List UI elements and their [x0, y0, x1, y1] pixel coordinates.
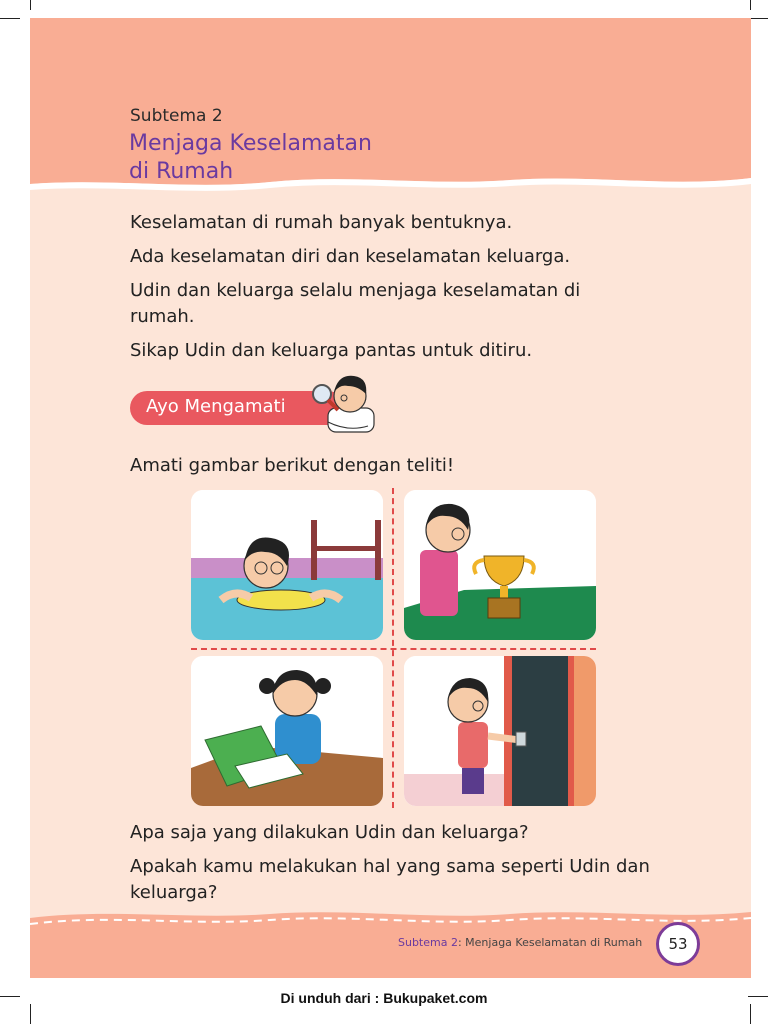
question-1: Apa saja yang dilakukan Udin dan keluarga?	[130, 822, 529, 843]
footer-caption	[398, 936, 642, 949]
question-2: Apakah kamu melakukan hal yang sama seperti Udin dan keluarga?	[130, 856, 650, 903]
crop-mark	[30, 0, 31, 10]
crop-mark	[750, 1004, 751, 1024]
picture-reading	[191, 656, 383, 806]
section-badge-label: Ayo Mengamati	[146, 396, 286, 417]
crop-mark	[30, 1004, 31, 1024]
title-line-2: di Rumah	[129, 159, 234, 184]
subtema-label: Subtema 2	[130, 106, 223, 126]
picture-door	[404, 656, 596, 806]
page-title	[129, 130, 372, 186]
crop-mark	[748, 18, 768, 19]
paragraph: Keselamatan di rumah banyak bentuknya.	[130, 212, 513, 233]
instruction-text: Amati gambar berikut dengan teliti!	[130, 455, 455, 476]
title-line-1: Menjaga Keselamatan	[129, 131, 372, 156]
magnifier-kid-illustration	[298, 362, 388, 442]
paragraph: Sikap Udin dan keluarga pantas untuk ditiru.	[130, 340, 533, 361]
paragraph: Ada keselamatan diri dan keselamatan keluarga.	[130, 246, 571, 267]
footer-subtema: Subtema 2	[398, 936, 458, 949]
crop-mark	[0, 18, 20, 19]
download-source: Di unduh dari : Bukupaket.com	[280, 990, 488, 1006]
picture-swimming	[191, 490, 383, 640]
picture-trophy	[404, 490, 596, 640]
footer-band	[30, 908, 751, 978]
divider-horizontal	[191, 648, 596, 650]
paragraph: Udin dan keluarga selalu menjaga keselamatan di rumah.	[130, 280, 581, 327]
crop-mark	[750, 0, 751, 10]
book-page	[30, 18, 751, 978]
footer-title: : Menjaga Keselamatan di Rumah	[457, 936, 643, 949]
page-number: 53	[656, 922, 700, 966]
intro-text	[130, 210, 650, 372]
